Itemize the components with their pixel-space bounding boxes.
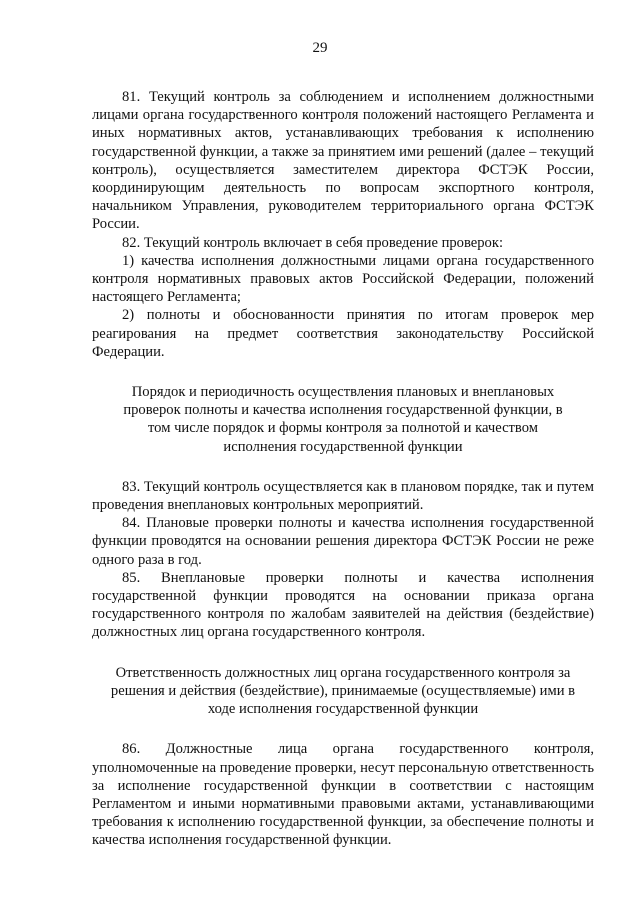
paragraph-82-item-1: 1) качества исполнения должностными лицами органа государственного контроля нормативных правовых актов Российской Федерации, положений настоящего Регламента; xyxy=(92,252,594,306)
document-body xyxy=(92,88,594,850)
paragraph-81: 81. Текущий контроль за соблюдением и исполнением должностными лицами органа государственного контроля положений настоящего Регламента и иных нормативных актов, устанавливающих требования к исполнению государственной функции, а также за принятием ими решений (далее – текущий контроль), осуществляется заместителем директора ФСТЭК России, координирующим деятельность по вопросам экспортного контроля, начальником Управления, руководителем территориального органа ФСТЭК России. xyxy=(92,89,594,233)
paragraph-84: 84. Плановые проверки полноты и качества исполнения государственной функции проводятся на основании решения директора ФСТЭК России не реже одного раза в год. xyxy=(92,515,594,568)
paragraph-86: 86. Должностные лица органа государственного контроля, уполномоченные на проведение проверки, несут персональную ответственность за исполнение государственной функции в соответствии с настоящим Регламентом и иными нормативными правовыми актами, устанавливающими требования к исполнению государственной функции, за обеспечение полноты и качества исполнения государственной функции. xyxy=(92,741,594,849)
section-heading-responsibility: Ответственность должностных лиц органа государственного контроля за решения и действия (бездействие), принимаемые (осуществляемые) ими в ходе исполнения государственной функции xyxy=(110,664,576,718)
paragraph-82: 82. Текущий контроль включает в себя проведение проверок: xyxy=(122,234,504,251)
section-heading-inspections: Порядок и периодичность осуществления плановых и внеплановых проверок полноты и качества исполнения государственной функции, в том числе порядок и формы контроля за полнотой и качеством исполнения государственной функции xyxy=(123,384,563,455)
paragraph-83: 83. Текущий контроль осуществляется как в плановом порядке, так и путем проведения внеплановых контрольных мероприятий. xyxy=(92,478,594,514)
paragraph-82-item-2: 2) полноты и обоснованности принятия по итогам проверок мер реагирования на предмет соответствия законодательству Российской Федерации. xyxy=(92,307,594,360)
paragraph-85: 85. Внеплановые проверки полноты и качества исполнения государственной функции проводятся на основании приказа органа государственного контроля по жалобам заявителей на действия (бездействие) должностных лиц органа государственного контроля. xyxy=(92,569,594,641)
page-number: 29 xyxy=(312,40,328,56)
